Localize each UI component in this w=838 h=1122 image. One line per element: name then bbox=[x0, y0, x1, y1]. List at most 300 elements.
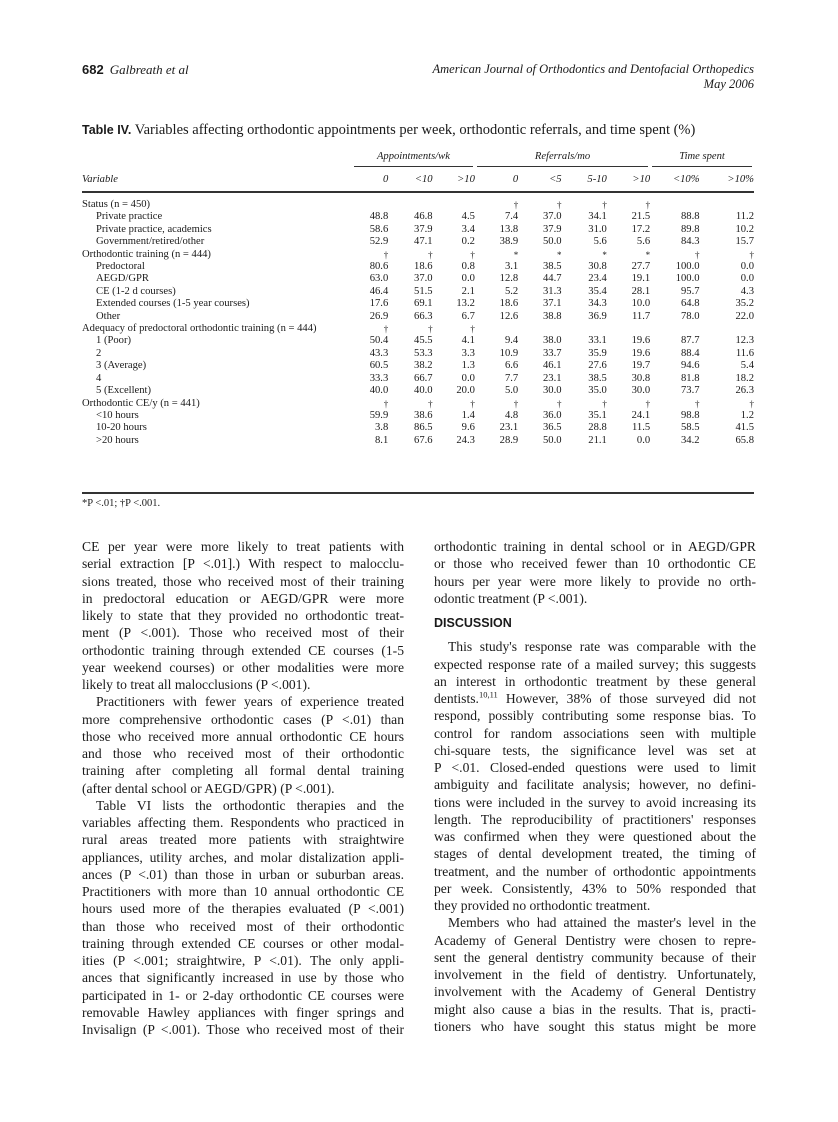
text-line: involvement in the field of dentistry. Unfortunately, bbox=[434, 967, 756, 982]
text-line: respond, possibly contributing some response bias. To bbox=[434, 708, 756, 724]
table-cell: 44.7 bbox=[542, 273, 562, 285]
table-cell: 33.3 bbox=[369, 372, 389, 384]
table-cell: † bbox=[470, 398, 475, 409]
table-cell: 38.6 bbox=[414, 409, 433, 421]
table-cell: 63.0 bbox=[369, 273, 389, 285]
issue-date: May 2006 bbox=[703, 77, 754, 91]
table-cell: 28.8 bbox=[588, 422, 607, 434]
table-cell: 37.1 bbox=[542, 298, 562, 310]
page-number: 682 bbox=[82, 62, 104, 77]
paragraph bbox=[82, 538, 404, 693]
table-cell: 38.8 bbox=[542, 310, 562, 322]
group-time-spent: Time spent bbox=[652, 151, 752, 167]
table-cell: † bbox=[513, 200, 519, 210]
text-line: ities (P <.001; straightwire, P <.01). The only appli- bbox=[82, 953, 404, 968]
table-cell: 47.1 bbox=[414, 236, 433, 248]
table-cell bbox=[352, 192, 388, 211]
table-cell: 38.5 bbox=[542, 261, 562, 273]
table-row bbox=[82, 398, 754, 410]
table-cell: 12.8 bbox=[499, 273, 519, 285]
text-line: control for random associations seen with multiple bbox=[434, 725, 756, 741]
table-cell: † bbox=[428, 398, 433, 409]
text-line: ambiguity and facilitate analysis; however, no defini- bbox=[434, 777, 756, 793]
body-column-left bbox=[82, 538, 404, 1038]
table-row bbox=[82, 323, 754, 335]
text-line: P <.01. Closed-ended questions were used to limit bbox=[434, 760, 756, 775]
table-cell: 45.5 bbox=[414, 335, 433, 347]
table-cell: 3.8 bbox=[375, 422, 389, 434]
row-label: Private practice, academics bbox=[96, 223, 212, 235]
table-cell: 5.2 bbox=[504, 285, 519, 297]
table-cell: 86.5 bbox=[414, 422, 433, 434]
table-cell: 1.4 bbox=[461, 409, 475, 421]
table-cell: 0.0 bbox=[461, 372, 475, 384]
table-cell: 35.0 bbox=[588, 385, 607, 397]
row-label: Status (n = 450) bbox=[82, 199, 151, 210]
table-cell: 65.8 bbox=[735, 434, 754, 446]
table-cell bbox=[475, 323, 518, 335]
table-cell: 19.6 bbox=[631, 347, 651, 359]
text-line: might also cause a bias in the results. That is, practi- bbox=[434, 1001, 756, 1017]
text-line: This study's response rate was comparable with the bbox=[448, 639, 756, 655]
table-cell: 11.7 bbox=[632, 310, 651, 322]
table-cell: 2.1 bbox=[461, 285, 475, 297]
table-cell: 26.3 bbox=[735, 385, 754, 397]
body-column-right bbox=[434, 538, 756, 1035]
table-cell bbox=[700, 192, 754, 211]
table-cell: † bbox=[470, 324, 475, 335]
table-cell: 33.1 bbox=[588, 335, 607, 347]
table-cell: 84.3 bbox=[680, 236, 700, 248]
table-cell: 35.1 bbox=[588, 409, 607, 421]
table-cell: 66.7 bbox=[414, 372, 433, 384]
table-cell: 59.9 bbox=[369, 409, 389, 421]
table-cell: 15.7 bbox=[735, 236, 754, 248]
table-cell: 50.0 bbox=[542, 236, 562, 248]
table-cell: 95.7 bbox=[680, 285, 700, 297]
table-cell: 11.2 bbox=[735, 211, 754, 223]
table-cell: 27.7 bbox=[631, 261, 651, 273]
table-body bbox=[82, 192, 754, 447]
table-cell: 19.6 bbox=[631, 335, 651, 347]
text-line: per week. Consistently, 43% to 50% responded that bbox=[434, 880, 756, 896]
table-cell: † bbox=[383, 324, 389, 335]
table-cell: 0.0 bbox=[636, 434, 651, 446]
table-cell: 35.9 bbox=[588, 347, 607, 359]
group-referrals: Referrals/mo bbox=[477, 151, 648, 167]
table-cell: 46.8 bbox=[414, 211, 433, 223]
text-line: tions were included in the survey to avoid increasing its bbox=[434, 794, 756, 810]
table-cell: 35.4 bbox=[588, 285, 607, 297]
table-cell: 30.0 bbox=[631, 385, 651, 397]
table-cell: 64.8 bbox=[680, 298, 700, 310]
table-cell: * bbox=[645, 249, 651, 260]
text-line: involvement with the Academy of General Dentistry bbox=[434, 984, 756, 1000]
table-cell: 60.5 bbox=[369, 360, 389, 372]
row-label: Extended courses (1-5 year courses) bbox=[96, 298, 250, 310]
table-cell: 36.0 bbox=[542, 409, 562, 421]
text-line: year weekend courses) or other modalities were more bbox=[82, 659, 404, 675]
table-cell: 52.9 bbox=[369, 236, 389, 248]
table-cell bbox=[607, 323, 650, 335]
text-line: training after completing all formal dental training bbox=[82, 763, 404, 779]
text-line: orthodontic training in dental school or in AEGD/GPR bbox=[434, 539, 756, 554]
text-line: those who received more annual orthodontic CE hours bbox=[82, 728, 404, 744]
table-cell: 23.4 bbox=[588, 273, 607, 285]
text-line: training through extended CE courses or other modal- bbox=[82, 935, 404, 951]
column-header-row bbox=[82, 167, 754, 192]
table-cell: 28.1 bbox=[631, 285, 651, 297]
table-cell: 69.1 bbox=[414, 298, 433, 310]
table-cell: 17.6 bbox=[369, 298, 389, 310]
table-cell: 5.0 bbox=[504, 385, 519, 397]
table-cell: 34.3 bbox=[588, 298, 607, 310]
table-cell: 53.3 bbox=[414, 347, 433, 359]
text-line: or those who received fewer than 10 orthodontic CE bbox=[434, 556, 756, 572]
table-cell bbox=[433, 192, 475, 211]
table-cell: 19.7 bbox=[631, 360, 651, 372]
table-cell: † bbox=[695, 398, 700, 409]
table-cell: 6.6 bbox=[504, 360, 519, 372]
table-cell: 12.3 bbox=[735, 335, 754, 347]
paragraph bbox=[434, 638, 756, 914]
table-cell: 18.6 bbox=[499, 298, 519, 310]
table-cell: 0.0 bbox=[461, 273, 475, 285]
table-cell: 11.6 bbox=[735, 347, 754, 359]
table-caption bbox=[82, 122, 695, 139]
table-cell bbox=[518, 323, 561, 335]
table-cell: 88.8 bbox=[680, 211, 700, 223]
text-line: Invisalign (P <.001). Those who received most of their bbox=[82, 1022, 404, 1037]
table-cell: 40.0 bbox=[414, 385, 433, 397]
table-cell: † bbox=[557, 200, 562, 210]
table-cell: 9.6 bbox=[461, 422, 475, 434]
table-row bbox=[82, 410, 754, 422]
row-label: Private practice bbox=[96, 211, 163, 223]
table-cell: 30.0 bbox=[542, 385, 562, 397]
paragraph bbox=[82, 693, 404, 797]
table-cell: † bbox=[749, 398, 754, 409]
table-cell: 20.0 bbox=[456, 385, 475, 397]
text-line: more comprehensive orthodontic cases (P <.01) than bbox=[82, 711, 404, 727]
text-line: ment (P <.001). Those who received most of their bbox=[82, 625, 404, 641]
table-cell: 46.4 bbox=[369, 285, 389, 297]
row-label: 1 (Poor) bbox=[96, 335, 132, 347]
table-cell: 41.5 bbox=[735, 422, 754, 434]
group-header-row bbox=[82, 151, 754, 167]
section-heading-discussion: DISCUSSION bbox=[434, 616, 512, 630]
table-row bbox=[82, 335, 754, 347]
column-header: >10 bbox=[457, 173, 475, 185]
data-table bbox=[82, 151, 754, 447]
table-cell: 81.8 bbox=[680, 372, 700, 384]
text-line: than those who received most of their orthodontic bbox=[82, 918, 404, 934]
table-row bbox=[82, 360, 754, 372]
table-cell: 4.8 bbox=[504, 409, 519, 421]
table-cell: 37.9 bbox=[414, 223, 433, 235]
table-cell: 5.6 bbox=[593, 236, 607, 248]
table-cell: 4.5 bbox=[461, 211, 475, 223]
text-line: ances (P <.01) than those in urban or suburban areas. bbox=[82, 866, 404, 882]
table-cell: * bbox=[513, 249, 519, 260]
table-cell: 21.5 bbox=[631, 211, 651, 223]
text-line: was confirmed when they were questioned about the bbox=[434, 829, 756, 844]
row-label: >20 hours bbox=[96, 434, 139, 446]
table-cell: 3.4 bbox=[461, 223, 475, 235]
table-row bbox=[82, 286, 754, 298]
table-cell: 7.7 bbox=[504, 372, 519, 384]
table-cell: 33.7 bbox=[542, 347, 562, 359]
row-label: Predoctoral bbox=[96, 261, 145, 273]
table-cell: † bbox=[749, 249, 754, 260]
table-cell: 34.2 bbox=[680, 434, 700, 446]
table-cell: 22.0 bbox=[735, 310, 754, 322]
table-cell: † bbox=[513, 398, 519, 409]
table-cell: 37.0 bbox=[414, 273, 433, 285]
table-cell: 10.2 bbox=[735, 223, 754, 235]
table-cell: 30.8 bbox=[588, 261, 607, 273]
table-cell: 10.9 bbox=[499, 347, 519, 359]
text-line: hours used more of the therapies evaluated (P <.001) bbox=[82, 901, 404, 917]
table-cell: 38.0 bbox=[542, 335, 562, 347]
table-row bbox=[82, 261, 754, 273]
table-row bbox=[82, 348, 754, 360]
table-cell: 4.1 bbox=[461, 335, 475, 347]
table-cell: 34.1 bbox=[588, 211, 607, 223]
row-label: <10 hours bbox=[96, 409, 139, 421]
running-header-right bbox=[433, 62, 755, 92]
row-label: 4 bbox=[96, 372, 102, 384]
text-line: in predoctoral education or AEGD/GPR were more bbox=[82, 590, 404, 606]
table-title: Variables affecting orthodontic appointments per week, orthodontic referrals, and time spent (%) bbox=[134, 122, 696, 138]
row-label: 3 (Average) bbox=[96, 360, 147, 372]
text-line: chi-square tests, the significance level was set at bbox=[434, 742, 756, 758]
table-cell: * bbox=[557, 249, 562, 260]
table-cell: 31.0 bbox=[588, 223, 607, 235]
table-cell: 38.5 bbox=[588, 372, 607, 384]
table-row bbox=[82, 435, 754, 447]
column-header: 5-10 bbox=[587, 173, 607, 185]
text-line: odontic treatment (P <.001). bbox=[434, 590, 588, 606]
table-row bbox=[82, 385, 754, 397]
text-line: CE per year were more likely to treat patients with bbox=[82, 539, 404, 554]
table-cell: 51.5 bbox=[414, 285, 433, 297]
text-line: Members who had attained the master's level in the bbox=[448, 915, 756, 931]
column-header: >10% bbox=[727, 173, 754, 185]
row-label: AEGD/GPR bbox=[96, 273, 149, 285]
table-cell: 18.6 bbox=[414, 261, 433, 273]
table-cell: 37.9 bbox=[542, 223, 562, 235]
table-cell: 88.4 bbox=[680, 347, 700, 359]
table-cell: 40.0 bbox=[369, 385, 389, 397]
table-cell: 1.2 bbox=[740, 409, 754, 421]
text-line: likely to treat all malocclusions (P <.001). bbox=[82, 677, 311, 692]
table-cell: 9.4 bbox=[504, 335, 519, 347]
table-cell: 80.6 bbox=[369, 261, 389, 273]
text-line: participated in 1- or 2-day orthodontic CE courses were bbox=[82, 987, 404, 1003]
table-cell: 38.2 bbox=[414, 360, 433, 372]
table-cell: 8.1 bbox=[375, 434, 389, 446]
text-line: treatment, and the number of orthodontic appointments bbox=[434, 863, 756, 879]
table-cell: 21.1 bbox=[588, 434, 607, 446]
paragraph bbox=[434, 538, 756, 607]
table-bottom-rule bbox=[82, 492, 754, 494]
table-cell: † bbox=[383, 398, 389, 409]
table-cell: 0.0 bbox=[740, 273, 754, 285]
table-cell: 0.2 bbox=[461, 236, 475, 248]
table-row bbox=[82, 211, 754, 223]
table-cell: 0.0 bbox=[740, 261, 754, 273]
row-label: Adequacy of predoctoral orthodontic training (n = 444) bbox=[82, 323, 317, 335]
table-cell: 11.5 bbox=[632, 422, 651, 434]
table-label: Table IV. bbox=[82, 123, 132, 137]
table-cell: † bbox=[428, 249, 433, 260]
table-cell: 50.4 bbox=[369, 335, 389, 347]
table-cell: 27.6 bbox=[588, 360, 607, 372]
text-line: appliances, utility arches, and molar distalization appli- bbox=[82, 849, 404, 865]
text-line: Academy of General Dentistry were chosen to repre- bbox=[434, 932, 756, 948]
column-header: 0 bbox=[382, 173, 389, 185]
table-cell: 19.1 bbox=[631, 273, 651, 285]
running-header-left bbox=[82, 62, 189, 78]
table-row bbox=[82, 192, 754, 211]
table-cell: 17.2 bbox=[631, 223, 651, 235]
table-cell: 58.6 bbox=[369, 223, 389, 235]
table-cell: † bbox=[695, 249, 700, 260]
table-cell: 3.1 bbox=[504, 261, 519, 273]
table-cell bbox=[388, 192, 432, 211]
table-cell bbox=[650, 192, 699, 211]
table-cell: † bbox=[428, 324, 433, 335]
citation-superscript: 10,11 bbox=[478, 689, 498, 700]
text-line: sions treated, those who received most of their training bbox=[82, 573, 404, 589]
text-line: dentists.$^{10,11}$ However, 38% of those surveyed did not bbox=[434, 689, 756, 706]
column-header: <10% bbox=[672, 173, 700, 185]
table-cell: 5.4 bbox=[740, 360, 754, 372]
table-cell bbox=[650, 323, 699, 335]
table-cell: 3.3 bbox=[461, 347, 475, 359]
text-line: they provided no orthodontic treatment. bbox=[434, 898, 651, 913]
table-cell: † bbox=[645, 200, 651, 210]
table-cell: 46.1 bbox=[542, 360, 562, 372]
table-cell bbox=[562, 323, 607, 335]
table-cell: 36.9 bbox=[588, 310, 607, 322]
table-row bbox=[82, 236, 754, 248]
table-cell: † bbox=[602, 398, 607, 409]
table-cell: 23.1 bbox=[499, 422, 519, 434]
table-cell: † bbox=[470, 249, 475, 260]
table-cell: 7.4 bbox=[504, 211, 519, 223]
group-appointments: Appointments/wk bbox=[354, 151, 473, 167]
row-label: Government/retired/other bbox=[96, 236, 205, 248]
table-cell: 30.8 bbox=[631, 372, 651, 384]
text-line: tioners who have sought this status might be more bbox=[434, 1018, 756, 1034]
table-cell: 13.2 bbox=[456, 298, 475, 310]
text-line: serial extraction [P <.01].) With respect to malocclu- bbox=[82, 556, 404, 572]
table-cell: † bbox=[602, 200, 607, 210]
text-line: hours per year were more likely to provide no orth- bbox=[434, 573, 756, 589]
row-label: CE (1-2 d courses) bbox=[96, 285, 176, 297]
table-cell: † bbox=[557, 398, 562, 409]
table-cell: 87.7 bbox=[680, 335, 700, 347]
row-label: 2 bbox=[96, 347, 102, 359]
paragraph bbox=[82, 797, 404, 1039]
table-cell: * bbox=[602, 249, 607, 260]
table-cell: 89.8 bbox=[680, 223, 700, 235]
table-cell: 48.8 bbox=[369, 211, 389, 223]
table-cell: 23.1 bbox=[542, 372, 562, 384]
text-line: Practitioners with more than 10 annual orthodontic CE bbox=[82, 884, 404, 899]
table-cell: 98.8 bbox=[680, 409, 700, 421]
table-cell: 100.0 bbox=[675, 273, 700, 285]
table-cell: 67.6 bbox=[414, 434, 433, 446]
table-cell: 28.9 bbox=[499, 434, 519, 446]
table-cell: 37.0 bbox=[542, 211, 562, 223]
table-cell bbox=[700, 323, 754, 335]
table-cell: 38.9 bbox=[499, 236, 519, 248]
table-cell: 4.3 bbox=[740, 285, 754, 297]
text-line: likely to state that they provided no orthodontic treat- bbox=[82, 608, 404, 623]
table-cell: 36.5 bbox=[542, 422, 562, 434]
table-cell: 78.0 bbox=[680, 310, 700, 322]
row-label: Orthodontic CE/y (n = 441) bbox=[82, 397, 200, 409]
table-cell: 26.9 bbox=[369, 310, 389, 322]
table-cell: 73.7 bbox=[680, 385, 700, 397]
table-cell: 24.3 bbox=[456, 434, 475, 446]
table-row bbox=[82, 311, 754, 323]
paragraph bbox=[434, 914, 756, 1035]
text-line: Practitioners with fewer years of experience treated bbox=[96, 694, 404, 710]
row-label: Orthodontic training (n = 444) bbox=[82, 248, 211, 260]
text-line: removable Hawley appliances with finger springs and bbox=[82, 1004, 404, 1020]
text-line: ances that significantly increased in use by those who bbox=[82, 970, 404, 986]
table-row bbox=[82, 249, 754, 261]
table-row bbox=[82, 298, 754, 310]
table-cell: † bbox=[645, 398, 651, 409]
table-cell: 10.0 bbox=[631, 298, 651, 310]
table-row bbox=[82, 224, 754, 236]
text-line: an interest in orthodontic treatment by these general bbox=[434, 673, 756, 689]
text-line: variables affecting them. Respondents who practiced in bbox=[82, 815, 404, 830]
table-row bbox=[82, 373, 754, 385]
text-line: Table VI lists the orthodontic therapies and the bbox=[96, 797, 404, 813]
table-cell: 6.7 bbox=[461, 310, 475, 322]
table-cell: 50.0 bbox=[542, 434, 562, 446]
row-label: 5 (Excellent) bbox=[96, 385, 152, 397]
row-label: 10-20 hours bbox=[96, 422, 147, 434]
variable-header: Variable bbox=[82, 173, 118, 185]
row-label: Other bbox=[96, 310, 121, 322]
table-cell: 0.8 bbox=[461, 261, 475, 273]
table-cell: 24.1 bbox=[631, 409, 651, 421]
table-cell: 5.6 bbox=[636, 236, 651, 248]
text-line: orthodontic training through extended CE courses (1-5 bbox=[82, 642, 404, 658]
table-cell: 35.2 bbox=[735, 298, 754, 310]
column-header: >10 bbox=[632, 173, 651, 185]
text-line: expected response rate of a mailed survey; this suggests bbox=[434, 656, 756, 672]
table-row bbox=[82, 422, 754, 434]
journal-name: American Journal of Orthodontics and Dentofacial Orthopedics bbox=[432, 62, 754, 76]
table-cell: 58.5 bbox=[680, 422, 700, 434]
table-footnote: *P <.01; †P <.001. bbox=[82, 498, 161, 509]
text-line: (after dental school or AEGD/GPR) (P <.001). bbox=[82, 780, 335, 796]
text-line: rural areas treated more patients with straightwire bbox=[82, 832, 404, 848]
table-cell: 94.6 bbox=[680, 360, 700, 372]
column-header: 0 bbox=[512, 173, 519, 185]
text-line: length. The reproducibility of practitioners' responses bbox=[434, 811, 756, 827]
table-cell: † bbox=[383, 249, 389, 260]
table-cell: 13.8 bbox=[499, 223, 519, 235]
